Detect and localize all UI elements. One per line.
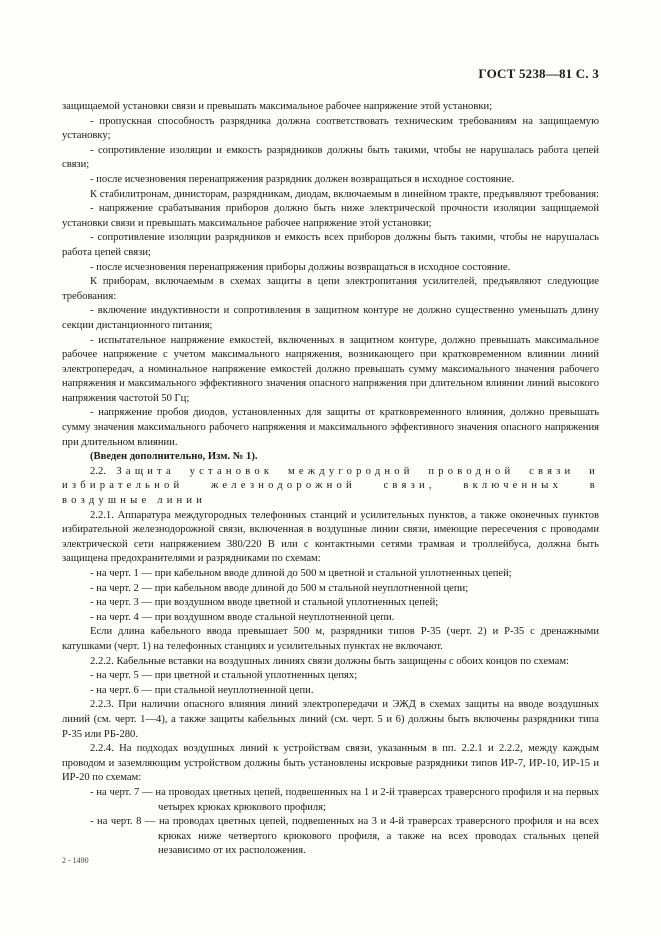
print-mark: 2 - 1490 bbox=[62, 856, 89, 865]
paragraph: - сопротивление изоляции и емкость разрядников должны быть такими, чтобы не нарушалась работа цепей связи; bbox=[62, 144, 599, 171]
list-item: - на черт. 3 — при воздушном вводе цветной и стальной уплотненных цепей; bbox=[90, 597, 439, 609]
page-header: ГОСТ 5238—81 С. 3 bbox=[478, 66, 599, 81]
list-item: - на черт. 8 — на проводах цветных цепей, подвешенных на 3 и 4-й траверсах траверсного профиля и на всех крюках ниже четвертого крюкового профиля, а также на всех проводах стальных цепей независимо от их расположения. bbox=[90, 816, 599, 857]
list-item: - на черт. 1 — при кабельном вводе длиной до 500 м цветной и стальной уплотненных цепей; bbox=[90, 568, 512, 579]
paragraph: - после исчезновения перенапряжения разрядник должен возвращаться в исходное состояние. bbox=[90, 173, 515, 185]
paragraph: - напряжение пробоя диодов, установленных для защиты от кратковременного влияния, должно превышать сумму значения максимального рабочего напряжения и максимального эффективного значения опасного напряжения при длительном влиянии. bbox=[62, 407, 599, 448]
page-content bbox=[62, 100, 599, 859]
list-item: - на черт. 2 — при кабельном вводе длиной до 500 м стальной неуплотненной цепи; bbox=[90, 582, 469, 594]
paragraph: - включение индуктивности и сопротивления в защитном контуре не должно существенно уменьшать длину секции дистанционного питания; bbox=[62, 305, 599, 331]
section-2-2-heading bbox=[62, 465, 599, 509]
paragraph: - испытательное напряжение емкостей, включенных в защитном контуре, должно превышать максимальное рабочее напряжение с учетом максимального напряжения, возникающего при кратковременном влиянии линий электропередач, а номинальное напряжение емкостей должно превышать сумму максимального значения рабочего напряжения и максимального эффективного значения опасного напряжения при длительном влиянии линий высокого напряжения частотой 50 Гц; bbox=[62, 334, 599, 404]
paragraph: - сопротивление изоляции разрядников и емкость всех приборов должны быть такими, чтобы не нарушалась работа цепей связи; bbox=[62, 232, 599, 258]
section-number: 2.2. bbox=[90, 465, 106, 477]
paragraph: К приборам, включаемым в схемах защиты в цепи электропитания усилителей, предъявляют следующие требования: bbox=[62, 276, 599, 302]
list-item: - на черт. 5 — при цветной и стальной уплотненных цепях; bbox=[90, 670, 358, 682]
paragraph: - напряжение срабатывания приборов должно быть ниже электрической прочности изоляции защищаемой установки связи и превышать максимальное рабочее напряжение этой установки; bbox=[62, 203, 599, 229]
list-item: - на черт. 6 — при стальной неуплотненной цепи. bbox=[90, 684, 314, 696]
section-title: Защита установок междугородной проводной связи и избирательной железнодорожной связи, включенных в воздушные линии bbox=[62, 465, 599, 507]
amendment-note bbox=[62, 450, 599, 465]
section-2-2-4-intro: 2.2.4. На подходах воздушных линий к устройствам связи, указанным в пп. 2.2.1 и 2.2.2, между каждым проводом и заземляющим устройством должны быть установлены искровые разрядники типов ИР-7, ИР-10, ИР-15 и ИР-20 по схемам: bbox=[62, 743, 599, 784]
section-2-2-1-intro: 2.2.1. Аппаратура междугородных телефонных станций и усилительных пунктов, а также оконечных пунктов избирательной железнодорожной связи, включенная в воздушные линии связи, имеющие пересечения с проводами электрической сети напряжением 380/220 В или с контактными сетями трамвая и троллейбуса, должна быть защищена предохранителями и разрядниками по схемам: bbox=[62, 509, 599, 565]
amendment-note-text: (Введен дополнительно, Изм. № 1). bbox=[90, 451, 258, 463]
paragraph: - после исчезновения перенапряжения приборы должны возвращаться в исходное состояние. bbox=[90, 261, 511, 273]
list-item: - на черт. 7 — на проводах цветных цепей, подвешенных на 1 и 2-й траверсах траверсного профиля и на первых четырех крюках крюкового профиля; bbox=[90, 786, 599, 813]
paragraph: защищаемой установки связи и превышать максимальное рабочее напряжение этой установки; bbox=[62, 101, 493, 112]
paragraph: - пропускная способность разрядника должна соответствовать техническим требованиям на защищаемую установку; bbox=[62, 115, 599, 142]
list-item: - на черт. 4 — при воздушном вводе стальной неуплотненной цепи. bbox=[90, 611, 395, 623]
section-2-2-3-text: 2.2.3. При наличии опасного влияния линий электропередачи и ЭЖД в схемах защиты на вводе воздушных линий (см. черт. 1—4), а также защиты кабельных линий (см. черт. 5 и 6) должны быть включены разрядники типа Р-35 или РБ-280. bbox=[62, 699, 599, 740]
paragraph: К стабилитронам, динисторам, разрядникам, диодам, включаемым в линейном тракте, предъявляют требования: bbox=[90, 188, 599, 200]
section-2-2-1-closing: Если длина кабельного ввода превышает 500 м, разрядники типов Р-35 (черт. 2) и Р-35 с дренажными катушками (черт. 1) на телефонных станциях и усилительных пунктах не включают. bbox=[62, 626, 599, 652]
section-2-2-2-intro: 2.2.2. Кабельные вставки на воздушных линиях связи должны быть защищены с обоих концов по схемам: bbox=[90, 655, 570, 667]
